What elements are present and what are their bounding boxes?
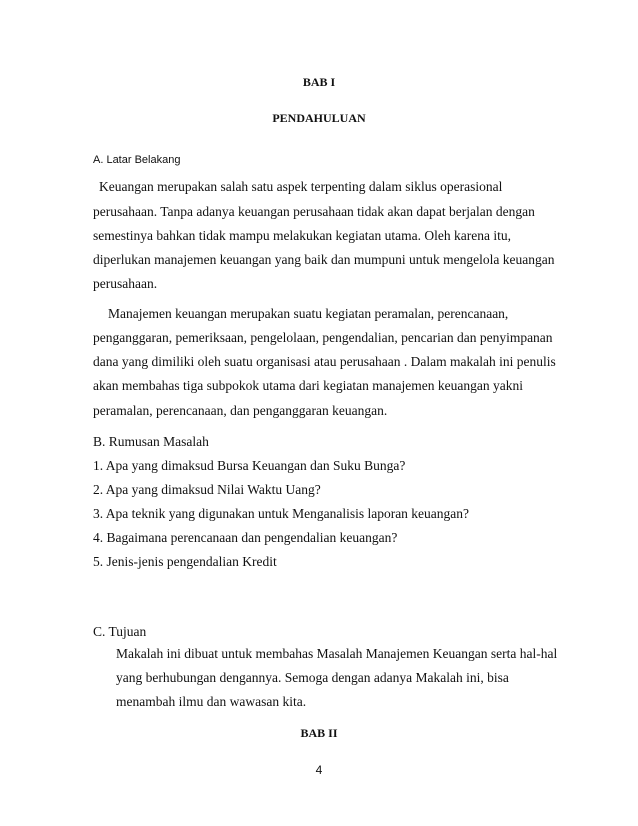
paragraph-line: yang berhubungan dengannya. Semoga dengan adanya Makalah ini, bisa bbox=[116, 670, 509, 685]
list-item: 3. Apa teknik yang digunakan untuk Menganalisis laporan keuangan? bbox=[93, 506, 470, 521]
section-b-heading: B. Rumusan Masalah bbox=[93, 434, 209, 449]
list-item: 2. Apa yang dimaksud Nilai Waktu Uang? bbox=[93, 482, 321, 497]
paragraph-line: perusahaan. bbox=[93, 276, 158, 291]
paragraph-line: menambah ilmu dan wawasan kita. bbox=[116, 694, 307, 709]
next-chapter-title: BAB II bbox=[300, 726, 338, 740]
list-item: 1. Apa yang dimaksud Bursa Keuangan dan Suku Bunga? bbox=[93, 458, 406, 473]
paragraph-line: diperlukan manajemen keuangan yang baik dan mumpuni untuk mengelola keuangan bbox=[93, 252, 555, 267]
paragraph-line: Makalah ini dibuat untuk membahas Masalah Manajemen Keuangan serta hal-hal bbox=[116, 646, 558, 661]
list-item: 4. Bagaimana perencanaan dan pengendalian keuangan? bbox=[93, 530, 398, 545]
list-item: 5. Jenis-jenis pengendalian Kredit bbox=[93, 554, 277, 569]
paragraph-line: peramalan, perencanaan, dan penganggaran keuangan. bbox=[93, 403, 388, 418]
section-a-heading: A. Latar Belakang bbox=[93, 154, 181, 166]
paragraph-line: semestinya bahkan tidak mampu melakukan kegiatan utama. Oleh karena itu, bbox=[93, 228, 511, 243]
paragraph-line: Keuangan merupakan salah satu aspek terpenting dalam siklus operasional bbox=[99, 179, 503, 194]
paragraph-line: Manajemen keuangan merupakan suatu kegiatan peramalan, perencanaan, bbox=[108, 306, 509, 321]
chapter-title: BAB I bbox=[302, 75, 336, 89]
paragraph-line: perusahaan. Tanpa adanya keuangan perusahaan tidak akan dapat berjalan dengan bbox=[93, 204, 535, 219]
paragraph-line: penganggaran, pemeriksaan, pengelolaan, pengendalian, pencarian dan penyimpanan bbox=[93, 330, 553, 345]
paragraph-line: dana yang dimiliki oleh suatu organisasi atau perusahaan . Dalam makalah ini penulis bbox=[93, 354, 556, 369]
paragraph-line: akan membahas tiga subpokok utama dari kegiatan manajemen keuangan yakni bbox=[93, 378, 523, 393]
chapter-subtitle: PENDAHULUAN bbox=[272, 111, 366, 125]
section-c-heading: C. Tujuan bbox=[93, 624, 147, 639]
page-number: 4 bbox=[315, 763, 323, 777]
